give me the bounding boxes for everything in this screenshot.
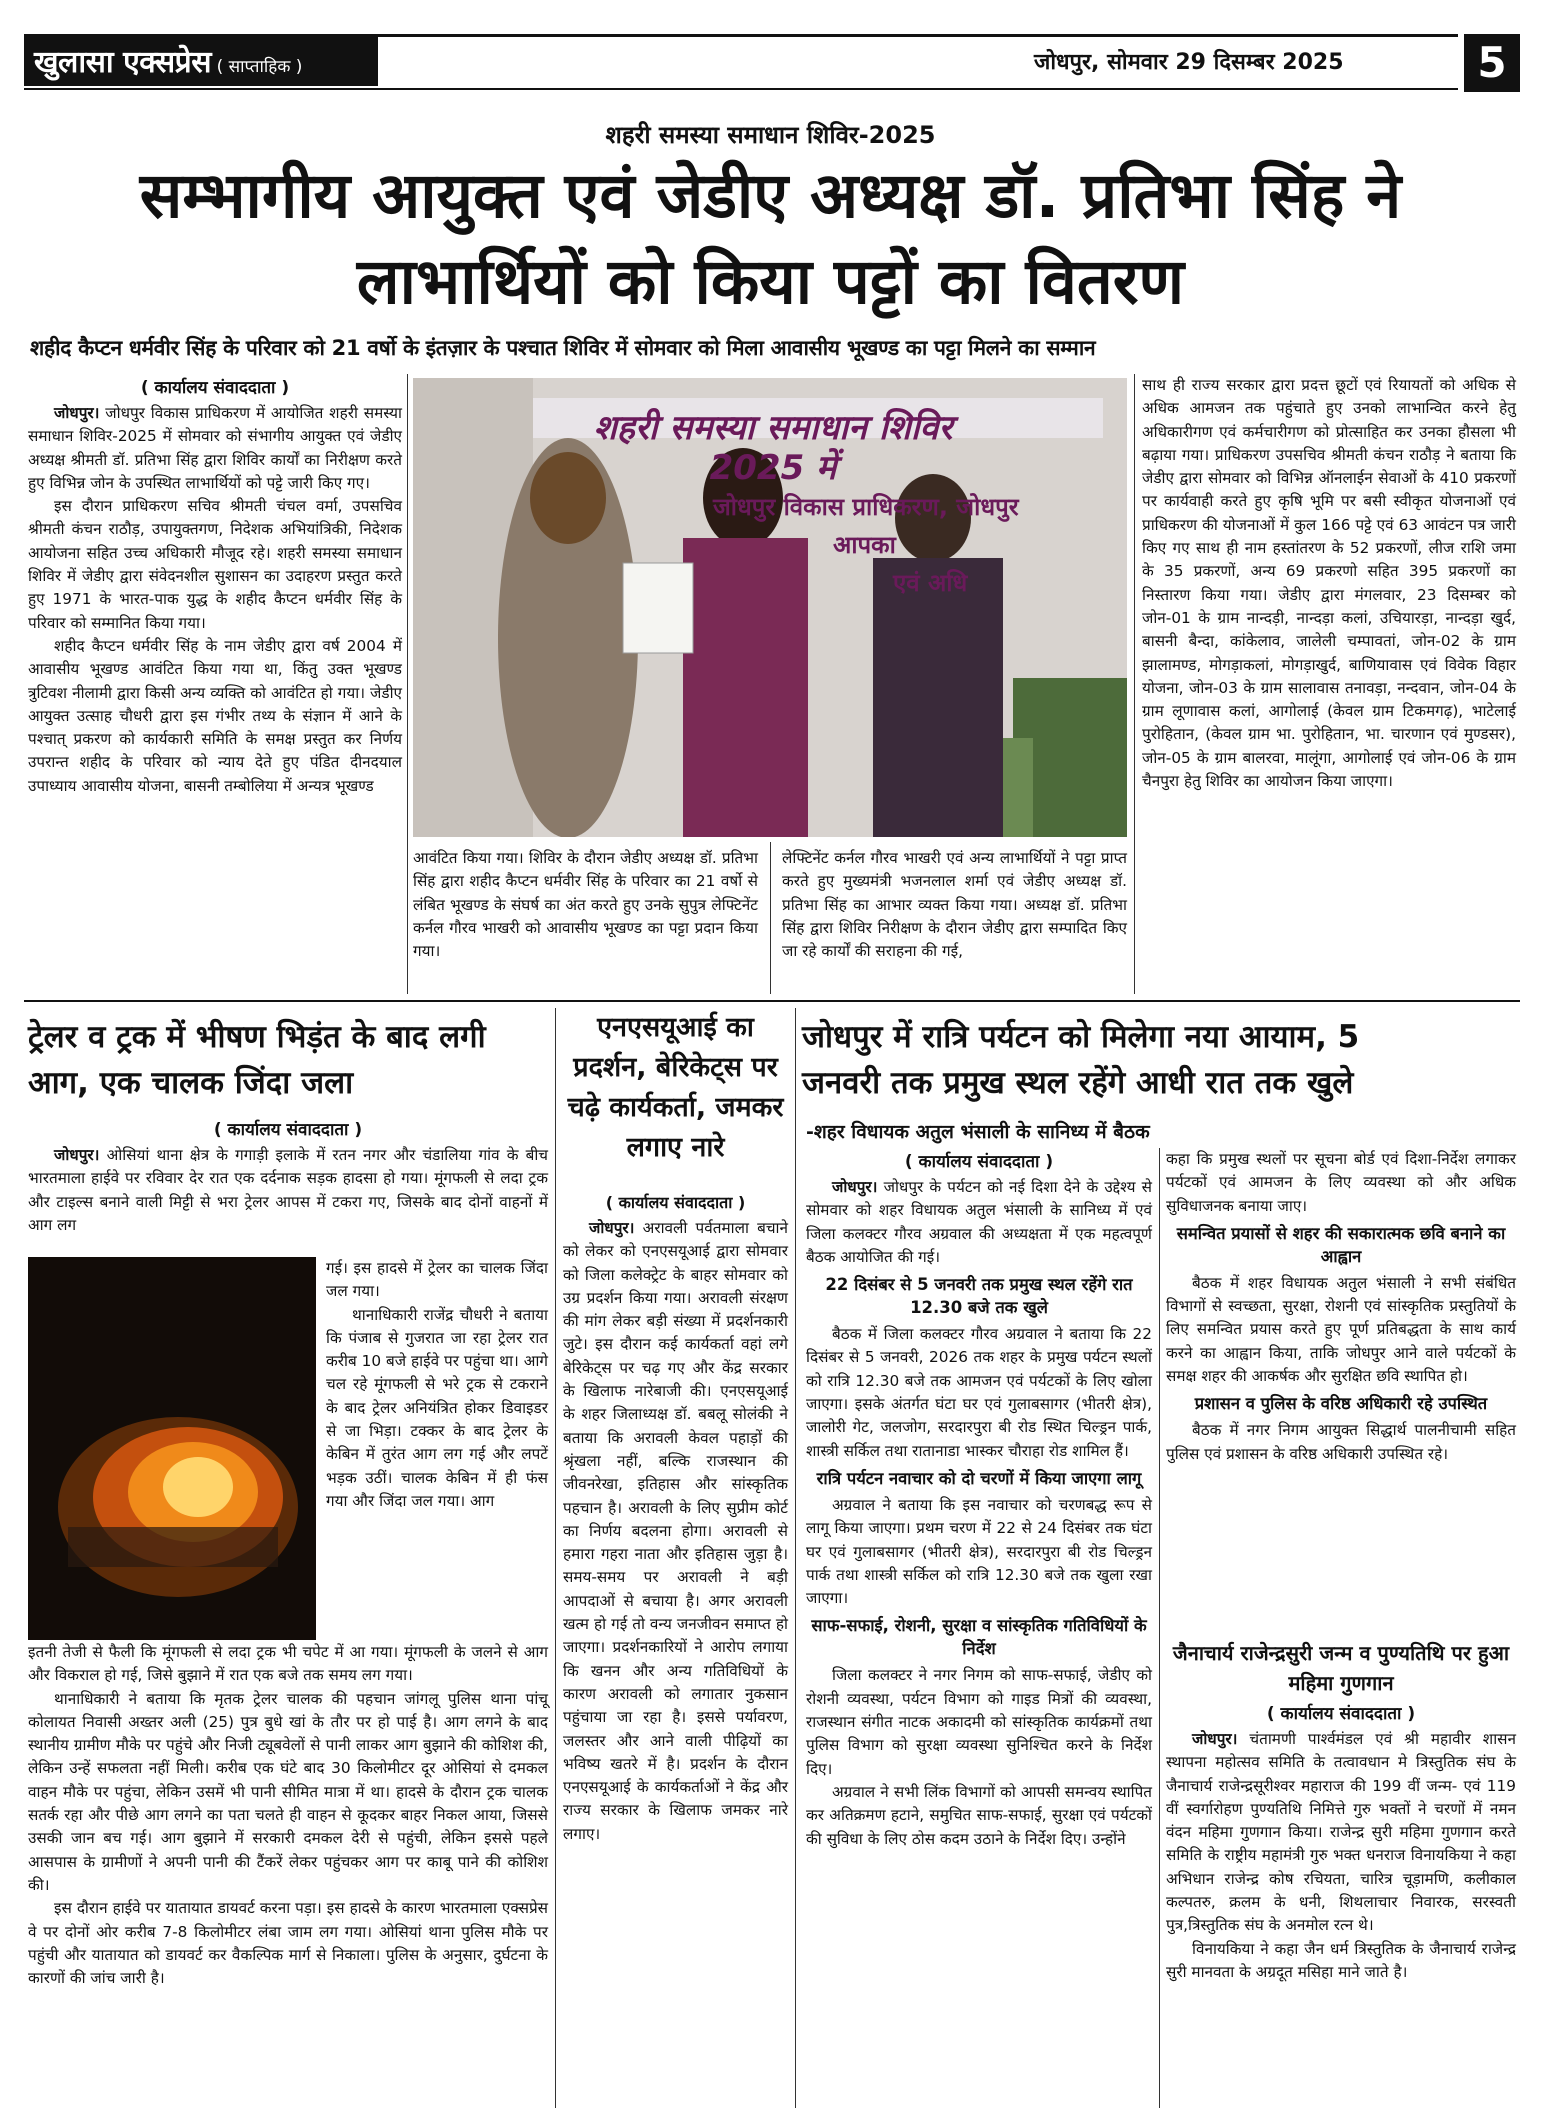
tourism-subhead: साफ-सफाई, रोशनी, सुरक्षा व सांस्कृतिक गतिविधियों के निर्देश <box>811 1616 1147 1659</box>
masthead-rule <box>378 34 1458 37</box>
lead-column-3 <box>782 847 1127 963</box>
section-rule <box>24 1000 1520 1002</box>
tourism-paragraph: बैठक में शहर विधायक अतुल भंसाली ने सभी संबंधित विभागों से स्वच्छता, सुरक्षा, रोशनी एवं सांस्कृतिक प्रस्तुतियों के लिए समन्वित प्रयास करते हुए पूर्ण प्रतिबद्धता के साथ कार्य करने का आह्वान किया, ताकि जोधपुर आने वाले पर्यटकों के समक्ष शहर की आकर्षक और सुरक्षित छवि स्थापित हो। <box>1166 1273 1516 1386</box>
tourism-column-2 <box>1166 1148 1516 1466</box>
lead-column-4 <box>1142 374 1516 793</box>
fire-photo <box>28 1257 316 1640</box>
jain-paragraph: विनायकिया ने कहा जैन धर्म त्रिस्तुतिक के जैनाचार्य राजेन्द्र सुरी मानवता के अग्रदूत मसिहा माने जाते है। <box>1166 1939 1516 1981</box>
photo-banner-line3: आपका <box>833 531 896 559</box>
column-rule <box>770 842 771 994</box>
jain-byline: ( कार्यालय संवाददाता ) <box>1266 1704 1416 1724</box>
tourism-byline: ( कार्यालय संवाददाता ) <box>904 1152 1054 1172</box>
truck-fire-paragraph: जोधपुर। ओसियां थाना क्षेत्र के गगाड़ी इलाके में रतन नगर और चंडालिया गांव के बीच भारतमाला हाईवे पर रविवार देर रात एक दर्दनाक सड़क हादसा हो गया। मूंगफली से लदा ट्रक और टाइल्स बनाने वाली मिट्टी से भरा ट्रेलर आपस में टकरा गए, जिसके बाद दोनों वाहनों में आग लग <box>28 1146 548 1234</box>
truck-fire-paragraph: इस दौरान हाईवे पर यातायात डायवर्ट करना पड़ा। इस हादसे के कारण भारतमाला एक्सप्रेस वे पर दोनों ओर करीब 7-8 किलोमीटर लंबा जाम लग गया। ओसियां थाना पुलिस मौके पर पहुंची और यातायात को डायवर्ट कर वैकल्पिक मार्ग से निकाला। पुलिस के अनुसार, दुर्घटना के कारणों की जांच जारी है। <box>28 1899 548 1988</box>
lead-paragraph: साथ ही राज्य सरकार द्वारा प्रदत्त छूटों एवं रियायतों को अधिक से अधिक आमजन तक पहुंचाते हुए उनको लाभान्वित करने हेतु अधिकारीगण एवं कर्मचारीगण को प्रोत्साहित कर उनका हौसला भी बढ़ाया गया। प्राधिकरण उपसचिव श्रीमती कंचन राठौड़ ने बताया कि जेडीए द्वारा सोमवार को विभिन्न ऑनलाईन सेवाओं के 410 प्रकरणों पर कार्यवाही करते हुए कृषि भूमि पर बसी स्वीकृत योजनाओं एवं प्राधिकरण की योजनाओं में कुल 166 पट्टे एवं 63 आवंटन पत्र जारी किए गए साथ ही नाम हस्तांतरण के 52 प्रकरणों, लीज राशि जमा के 35 प्रकरणों, अन्य 69 प्रकरणो सहित 395 प्रकरणों का निस्तारण किया गया। जेडीए द्वारा मंगलवार, 23 दिसम्बर को जोन-01 के ग्राम नान्दड़ी, नान्दड़ा कलां, उचियारड़ा, नान्दड़ा खुर्द, बासनी बैन्दा, कांकेलाव, जालेली चम्पावतां, जोन-02 के ग्राम झालामण्ड, मोगड़ाकलां, मोगड़ाखुर्द, बाणियावास एवं विवेक विहार योजना, जोन-03 के ग्राम सालावास तनावड़ा, नन्दवान, जोन-04 के ग्राम लूणावास कलां, आगोलाई (केवल ग्राम टिकमगढ़), भाटेलाई पुरोहितान, (केवल ग्राम भा. पुरोहितान, भा. चारणान एवं मुण्डसर), जोन-05 के ग्राम बालरवा, मालूंगा, आगोलाई एवं जोन-06 के ग्राम चैनपुरा हेतु शिविर का आयोजन किया जाएगा। <box>1142 376 1516 791</box>
tourism-headline-line2: जनवरी तक प्रमुख स्थल रहेंगे आधी रात तक खुले <box>802 1065 1354 1101</box>
fire-photo-graphic <box>28 1257 316 1640</box>
tourism-column-1 <box>806 1148 1152 1851</box>
column-rule <box>407 374 408 994</box>
jain-story <box>1166 1700 1516 1984</box>
truck-fire-paragraph: थानाधिकारी राजेंद्र चौधरी ने बताया कि पंजाब से गुजरात जा रहा ट्रेलर रात करीब 10 बजे हाईवे पर पहुंचा था। आगे चल रहे मूंगफली से भरे ट्रक से टकराने के बाद ट्रेलर अनियंत्रित होकर डिवाइडर से जा भिड़ा। टक्कर के बाद ट्रेलर के केबिन में तुरंत आग लग गई और लपटें भड़क उठीं। चालक केबिन में ही फंस गया और जिंदा जल गया। आग <box>326 1305 548 1510</box>
lead-paragraph: जोधपुर। जोधपुर विकास प्राधिकरण में आयोजित शहरी समस्या समाधान शिविर-2025 में सोमवार को संभागीय आयुक्त एवं जेडीए अध्यक्ष श्रीमती डॉ. प्रतिभा सिंह द्वारा शिविर कार्यों का निरीक्षण करते हुए विभिन्न जोन के उपस्थित लाभार्थियों को पट्टे जारी किए गए। <box>28 404 402 492</box>
masthead <box>24 34 1520 96</box>
lead-column-1 <box>28 374 402 798</box>
truck-fire-paragraph: इतनी तेजी से फैली कि मूंगफली से लदा ट्रक भी चपेट में आ गया। मूंगफली के जलने से आग और विकराल हो गई, जिसे बुझाने में रात एक बजे तक समय लग गया। <box>28 1643 548 1685</box>
lead-dateline: जोधपुर। <box>54 404 100 422</box>
tourism-paragraph: जोधपुर। जोधपुर के पर्यटन को नई दिशा देने के उद्देश्य से सोमवार को शहर विधायक अतुल भंसाली के सानिध्य में एवं जिला कलक्टर गौरव अग्रवाल की अध्यक्षता में एक महत्वपूर्ण बैठक आयोजित की गई। <box>806 1178 1152 1266</box>
nsui-headline: एनएसयूआई का प्रदर्शन, बेरिकेट्स पर चढ़े कार्यकर्ता, जमकर लगाए नारे <box>567 1012 784 1163</box>
tourism-paragraph: जिला कलक्टर ने नगर निगम को साफ-सफाई, जेडीए को रोशनी व्यवस्था, पर्यटन विभाग को गाइड मित्रों की व्यवस्था, राजस्थान संगीत नाटक अकादमी को सांस्कृतिक कार्यक्रमों तथा पुलिस विभाग को सुरक्षा व्यवस्था सुनिश्चित करने के निर्देश दिए। <box>806 1666 1152 1778</box>
column-rule <box>1134 374 1135 994</box>
truck-fire-story-bottom <box>28 1641 548 1990</box>
tourism-subhead: 22 दिसंबर से 5 जनवरी तक प्रमुख स्थल रहेंगे रात 12.30 बजे तक खुले <box>825 1275 1133 1318</box>
tourism-paragraph: बैठक में जिला कलक्टर गौरव अग्रवाल ने बताया कि 22 दिसंबर से 5 जनवरी, 2026 तक शहर के प्रमुख पर्यटन स्थलों को रात्रि 12.30 बजे तक आमजन एवं पर्यटकों के लिए खोला जाएगा। इसके अंतर्गत घंटा घर एवं गुलाबसागर (भीतरी क्षेत्र), जालोरी गेट, जलजोग, सरदारपुरा बी रोड स्थित चिल्ड्रन पार्क, शास्त्री सर्किल तथा रातानाडा भास्कर चौराहा रोड शामिल हैं। <box>806 1325 1152 1460</box>
masthead-name-box <box>24 34 378 86</box>
lead-headline-line1: सम्भागीय आयुक्त एवं जेडीए अध्यक्ष डॉ. प्रतिभा सिंह ने <box>139 159 1402 232</box>
column-rule <box>555 1008 556 2108</box>
photo-banner-line4: एवं अधि <box>893 569 968 597</box>
tourism-paragraph: अग्रवाल ने बताया कि इस नवाचार को चरणबद्ध रूप से लागू किया जाएगा। प्रथम चरण में 22 से 24 दिसंबर तक घंटा घर एवं गुलाबसागर (भीतरी क्षेत्र), सरदारपुरा बी रोड चिल्ड्रन पार्क तथा शास्त्री सर्किल को रात्रि 12.30 बजे तक खुला रखा जाएगा। <box>806 1495 1152 1608</box>
tourism-headline-line1: जोधपुर में रात्रि पर्यटन को मिलेगा नया आयाम, 5 <box>802 1019 1360 1055</box>
truck-fire-story-right <box>326 1257 548 1513</box>
tourism-paragraph: कहा कि प्रमुख स्थलों पर सूचना बोर्ड एवं दिशा-निर्देश लगाकर पर्यटकों एवं आमजन के लिए व्यवस्था को और अधिक सुविधाजनक बनाया जाए। <box>1166 1150 1516 1215</box>
lead-kicker: शहरी समस्या समाधान शिविर-2025 <box>605 121 936 149</box>
nsui-byline: ( कार्यालय संवाददाता ) <box>605 1193 746 1212</box>
tourism-subhead: प्रशासन व पुलिस के वरिष्ठ अधिकारी रहे उपस्थित <box>1194 1394 1488 1414</box>
truck-fire-headline: ट्रेलर व ट्रक में भीषण भिड़ंत के बाद लगी आग, एक चालक जिंदा जला <box>28 1019 486 1101</box>
lead-paragraph: शहीद कैप्टन धर्मवीर सिंह के नाम जेडीए द्वारा वर्ष 2004 में आवासीय भूखण्ड आवंटित किया गया था, किंतु उक्त भूखण्ड त्रुटिवश नीलामी द्वारा किसी अन्य व्यक्ति को आवंटित हो गया। जेडीए आयुक्त उत्साह चौधरी द्वारा इस गंभीर तथ्य के संज्ञान में आने के पश्चात् प्रकरण को कार्यकारी समिति के समक्ष प्रस्तुत कर निर्णय उपरान्त शहीद के परिवार को न्याय देते हुए पंडित दीनदयाल उपाध्याय आवासीय योजना, बासनी तम्बोलिया में अन्यत्र भूखण्ड <box>28 636 402 795</box>
lead-paragraph: आवंटित किया गया। शिविर के दौरान जेडीए अध्यक्ष डॉ. प्रतिभा सिंह द्वारा शहीद कैप्टन धर्मवीर सिंह के परिवार का 21 वर्षो से लंबित भूखण्ड के संघर्ष का अंत करते हुए उनके सुपुत्र लेफ्टिनेंट कर्नल गौरव भाखरी को आवासीय भूखण्ड का पट्टा प्रदान किया गया। <box>413 849 758 961</box>
lead-byline: ( कार्यालय संवाददाता ) <box>140 378 290 398</box>
lead-photo <box>413 378 1127 837</box>
tourism-paragraph: अग्रवाल ने सभी लिंक विभागों को आपसी समन्वय स्थापित कर अतिक्रमण हटाने, समुचित साफ-सफाई, सुरक्षा एवं पर्यटकों की सुविधा के लिए ठोस कदम उठाने के निर्देश दिए। उन्होंने <box>806 1782 1152 1848</box>
jain-headline: जैनाचार्य राजेन्द्रसुरी जन्म व पुण्यतिथि पर हुआ महिमा गुणगान <box>1172 1641 1510 1695</box>
photo-banner-line2: जोधपुर विकास प्राधिकरण, जोधपुर <box>713 493 1019 521</box>
lead-paragraph: इस दौरान प्राधिकरण सचिव श्रीमती चंचल वर्मा, उपसचिव श्रीमती कंचन राठौड़, उपायुक्तगण, निदेशक अभियांत्रिकी, निदेशक आयोजना सहित उच्च अधिकारी मौजूद रहे। शहरी समस्या समाधान शिविर में जेडीए द्वारा संवेदनशील सुशासन का उदाहरण प्रस्तुत करते हुए 1971 के भारत-पाक युद्ध के शहीद कैप्टन धर्मवीर सिंह के परिवार को सम्मानित किया गया। <box>28 497 402 632</box>
jain-paragraph: जोधपुर। चंतामणी पार्श्वमंडल एवं श्री महावीर शासन स्थापना महोत्सव समिति के तत्वावधान मे त्रिस्तुतिक संघ के जैनाचार्य राजेन्द्रसूरीश्वर महाराज की 199 वीं जन्म- एवं 119 वीं स्वर्गारोहण पुण्यतिथि निमित्ते गुरु भक्तों ने चरणों में नमन वंदन महिमा गुणगान किया। राजेन्द्र सुरी महिमा गुणगान करते समिति के राष्ट्रीय महामंत्री गुरु भक्त धनराज विनायकिया ने कहा अभिधान राजेन्द्र कोष रचियता, चारित्र चूड़ामणि, कलीकाल कल्पतरु, क्रलम के धनी, शिथलाचार निवारक, सरस्वती पुत्र,त्रिस्तुतिक संघ के अनमोल रत्न थे। <box>1166 1730 1516 1935</box>
truck-fire-story <box>28 1116 548 1237</box>
lead-column-2 <box>413 847 758 963</box>
paper-name: खुलासा एक्सप्रेस <box>34 45 212 80</box>
lead-headline-line2: लाभार्थियों को किया पट्टों का वितरण <box>356 245 1185 318</box>
tourism-subhead: रात्रि पर्यटन नवाचार को दो चरणों में किया जाएगा लागू <box>816 1468 1142 1488</box>
nsui-story <box>563 1189 788 1846</box>
truck-fire-byline: ( कार्यालय संवाददाता ) <box>213 1120 363 1140</box>
tourism-subhead: समन्वित प्रयासों से शहर की सकारात्मक छवि बनाने का आह्वान <box>1176 1223 1506 1266</box>
lead-deck: शहीद कैप्टन धर्मवीर सिंह के परिवार को 21 वर्षो के इंतज़ार के पश्चात शिविर में सोमवार को मिला आवासीय भूखण्ड का पट्टा मिलने का सम्मान <box>30 336 1096 360</box>
truck-fire-paragraph: थानाधिकारी ने बताया कि मृतक ट्रेलर चालक की पहचान जांगलू पुलिस थाना पांचू कोलायत निवासी अख्तर अली (25) पुत्र बुधे खां के तौर पर हो पाई है। आग लगने के बाद स्थानीय ग्रामीण मौके पर पहुंचे और निजी ट्यूबवेलों से पानी लाकर आग बुझाने की कोशिश की, लेकिन उन्हें सफलता नहीं मिली। करीब एक घंटे बाद 30 किलोमीटर दूर ओसियां से दमकल वाहन मौके पर पहुंचा, लेकिन उसमें भी पानी सीमित मात्रा में था। हादसे के दौरान ट्रक चालक सतर्क रहा और पीछे आग लगने का पता चलते ही वाहन से कूदकर बाहर निकल आया, जिससे उसकी जान बच गई। आग बुझाने में सरकारी दमकल देरी से पहुंची, लेकिन इससे पहले आसपास के ग्रामीणों ने अपनी पानी की टैंकरें लेकर पहुंचकर आग पर काबू पाने की कोशिश की। <box>28 1689 548 1894</box>
truck-fire-paragraph: गई। इस हादसे में ट्रेलर का चालक जिंदा जल गया। <box>326 1259 548 1301</box>
issue-date: जोधपुर, सोमवार 29 दिसम्बर 2025 <box>1034 50 1344 75</box>
lead-paragraph: लेफ्टिनेंट कर्नल गौरव भाखरी एवं अन्य लाभार्थियों ने पट्टा प्राप्त करते हुए मुख्यमंत्री भजनलाल शर्मा एवं जेडीए अध्यक्ष डॉ. प्रतिभा सिंह का आभार व्यक्त किया गया। अध्यक्ष डॉ. प्रतिभा सिंह द्वारा शिविर निरीक्षण के दौरान जेडीए द्वारा सम्पादित किए जा रहे कार्यों की सराहना की गई, <box>782 849 1127 961</box>
tourism-paragraph: बैठक में नगर निगम आयुक्त सिद्धार्थ पालनीचामी सहित पुलिस एवं प्रशासन के वरिष्ठ अधिकारी उपस्थित रहे। <box>1166 1421 1516 1463</box>
column-rule <box>795 1008 796 2108</box>
page-number: 5 <box>1464 34 1520 92</box>
nsui-paragraph: जोधपुर। अरावली पर्वतमाला बचाने को लेकर को एनएसयूआई द्वारा सोमवार को जिला कलेक्ट्रेट के बाहर सोमवार को उग्र प्रदर्शन किया गया। अरावली संरक्षण की मांग लेकर बड़ी संख्या में प्रदर्शनकारी जुटे। इस दौरान कई कार्यकर्ता वहां लगे बेरिकेट्स पर चढ़ गए और केंद्र सरकार के खिलाफ नारेबाजी की। एनएसयूआई के शहर जिलाध्यक्ष डॉ. बबलू सोलंकी ने बताया कि अरावली केवल पहाड़ों की श्रृंखला नहीं, बल्कि राजस्थान की जीवनरेखा, इतिहास और सांस्कृतिक पहचान है। अरावली के लिए सुप्रीम कोर्ट का निर्णय बदलना होगा। अरावली से हमारा गहरा नाता और इतिहास जुड़ा है। समय-समय पर अरावली ने बड़ी आपदाओं से बचाया है। अगर अरावली खत्म हो गई तो वन्य जनजीवन समाप्त हो जाएगा। प्रदर्शनकारियों ने आरोप लगाया कि खनन और अन्य गतिविधियों के कारण अरावली को लगातार नुकसान पहुंचाया जा रहा है। इससे पर्यावरण, जलस्तर और आने वाली पीढ़ियों का भविष्य खतरे में है। प्रदर्शन के दौरान एनएसयूआई के कार्यकर्ताओं ने केंद्र और राज्य सरकार के खिलाफ जमकर नारे लगाए। <box>563 1219 788 1843</box>
column-rule <box>1159 1148 1160 2108</box>
masthead-bottom-rule <box>24 88 1458 90</box>
tourism-deck: -शहर विधायक अतुल भंसाली के सानिध्य में बैठक <box>806 1121 1150 1143</box>
paper-edition: ( साप्ताहिक ) <box>216 57 303 77</box>
photo-banner: शहरी समस्या समाधान शिविर 2025 में <box>593 408 953 488</box>
